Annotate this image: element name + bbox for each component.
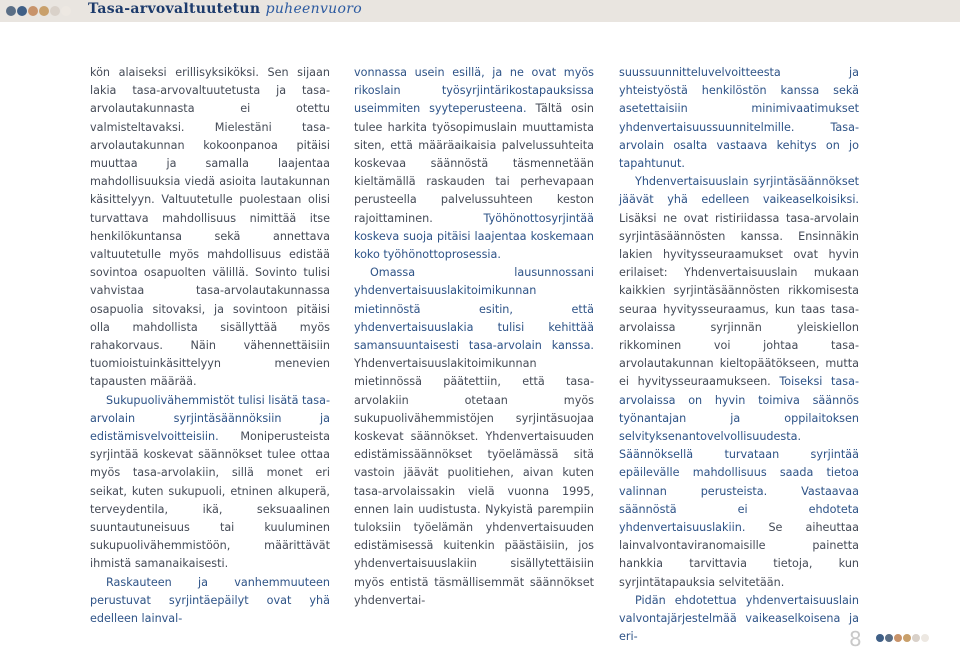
paragraph	[354, 264, 594, 610]
page-number: 8	[849, 627, 862, 651]
paragraph	[619, 173, 859, 592]
paragraph	[90, 392, 330, 574]
highlighted-sentence: Omassa lausunnossani yhdenvertaisuuslakitoimikunnan mietinnöstä esitin, että yhdenvertaisuuslakia tulisi kehittää samansuuntaisesti tasa-arvolain kanssa.	[354, 266, 594, 353]
paragraph	[619, 592, 859, 647]
title-main: Tasa-arvovaltuutetun	[88, 1, 261, 17]
text-column-3	[619, 64, 859, 647]
paragraph	[354, 64, 594, 264]
decorative-dot	[912, 634, 920, 642]
highlighted-sentence: vonnassa usein esillä, ja ne ovat myös rikoslain työsyrjintärikostapauksissa useimmiten syyteperusteena.	[354, 66, 594, 116]
decorative-dot	[876, 634, 884, 642]
decorative-dot	[903, 634, 911, 642]
decorative-dot	[6, 6, 16, 16]
header-bar	[0, 0, 960, 22]
decorative-dot	[50, 6, 60, 16]
decorative-dot	[894, 634, 902, 642]
text-column-2	[354, 64, 594, 610]
decorative-dot	[28, 6, 38, 16]
body-sentence: kön alaiseksi erillisyksiköksi. Sen sijaan lakia tasa-arvovaltuutetusta ja tasa-arvolautakunnasta ei otettu valmisteltavaksi. Mielestäni tasa-arvolautakunnan kokoonpanoa pitäisi muuttaa ja samalla laajentaa mahdollisuuksia viedä asioita lautakunnan käsittelyyn. Valtuutetulle puolestaan olisi turvattava mahdollisuus nimittää itse henkilökuntansa sekä annettava valtuutetulle myös mahdollisuus edistää sovintoa osapuolten välillä. Sovinto tulisi vahvistaa tasa-arvolautakunnassa osapuolia sitovaksi, ja sovintoon pitäisi olla mahdollista sisällyttää myös rahakorvaus. Näin vähennettäisiin tuomioistuinkäsittelyyn menevien tapausten määrää.	[90, 66, 330, 389]
body-sentence: Lisäksi ne ovat ristiriidassa tasa-arvolain syrjintäsäännösten kanssa. Ensinnäkin lakien hyvitysseuraamukset ovat hyvin erilaiset: Yhdenvertaisuuslain mukaan kaikkien syrjintäsäännösten rikkomisesta seuraa hyvitysseuraamus, kun taas tasa-arvolaissa syrjinnän yleiskiellon rikkominen voi johtaa tasa-arvolautakunnan kieltopäätökseen, mutta ei hyvitysseuraamukseen.	[619, 211, 859, 389]
decorative-dot	[17, 6, 27, 16]
highlighted-sentence: Yhdenvertaisuuslain syrjintäsäännökset jäävät yhä edelleen vaikeaselkoisiksi.	[619, 175, 859, 207]
text-column-1	[90, 64, 330, 628]
title-sub: puheenvuoro	[265, 1, 362, 17]
highlighted-sentence: suussuunnitteluvelvoitteesta ja yhteistyöstä henkilöstön kanssa sekä asetettaisiin minimivaatimukset yhdenvertaisuussuunnitelmille. Tasa-arvolain osalta vastaava kehitys on jo tapahtunut.	[619, 66, 859, 171]
body-sentence: Tältä osin tulee harkita työsopimuslain muuttamista siten, että määräaikaisia palvelussuhteita koskevaa säännöstä täsmennetään kieltämällä raskauden tai perhevapaan perusteella palvelussuhteen keston rajoittaminen.	[354, 102, 594, 225]
decorative-dot	[61, 6, 71, 16]
page-title	[88, 1, 362, 17]
highlighted-sentence: Työhönottosyrjintää koskeva suoja pitäisi laajentaa koskemaan koko työhönottoprosessia.	[354, 211, 594, 262]
paragraph	[619, 64, 859, 173]
highlighted-sentence: Raskauteen ja vanhemmuuteen perustuvat syrjintäepäilyt ovat yhä edelleen lainval-	[90, 575, 330, 626]
footer-dots-decoration	[876, 634, 929, 642]
paragraph	[90, 574, 330, 629]
decorative-dot	[921, 634, 929, 642]
highlighted-sentence: Sukupuolivähemmistöt tulisi lisätä tasa-arvolain syrjintäsäännöksiin ja edistämisvelvoitteisiin.	[90, 393, 330, 444]
body-sentence: Yhdenvertaisuuslakitoimikunnan mietinnössä päätettiin, että tasa-arvolakiin otetaan myös sukupuolivähemmistöjen syrjintäsuojaa koskevat säännökset. Yhdenvertaisuuden edistämissäännökset työelämässä sitä vastoin jäävät puolitiehen, aivan kuten tasa-arvolaissakin vielä vuonna 1995, ennen lain uudistusta. Nykyistä parempiin tuloksiin työelämän yhdenvertaisuuden edistämisessä kuitenkin päästäisiin, jos yhdenvertaisuuslakiin sisällytettäisiin myös entistä täsmällisemmät säännökset yhdenvertai-	[354, 357, 594, 607]
decorative-dot	[39, 6, 49, 16]
header-dots-decoration	[6, 3, 71, 19]
highlighted-sentence: Pidän ehdotettua yhdenvertaisuuslain valvontajärjestelmää vaikeaselkoisena ja eri-	[619, 593, 859, 644]
body-sentence: Moniperusteista syrjintää koskevat säännökset tulee ottaa myös tasa-arvolakiin, sillä monet eri seikat, kuten sukupuoli, etninen alkuperä, terveydentila, ikä, seksuaalinen suuntautuneisuus tai kuuluminen sukupuolivähemmistöön, määrittävät ihmistä samanaikaisesti.	[90, 430, 330, 571]
body-sentence: Se aiheuttaa lainvalvontaviranomaisille painetta hankkia tarvittavia tietoja, kun syrjintätapauksia selvitetään.	[619, 521, 859, 589]
paragraph	[90, 64, 330, 392]
highlighted-sentence: Toiseksi tasa-arvolaissa on hyvin toimiva säännös työnantajan ja oppilaitoksen selvityksenantovelvollisuudesta. Säännöksellä turvataan syrjintää epäilevälle mahdollisuus saada tietoa valinnan perusteista. Vastaavaa säännöstä ei ehdoteta yhdenvertaisuuslakiin.	[619, 375, 859, 535]
decorative-dot	[885, 634, 893, 642]
